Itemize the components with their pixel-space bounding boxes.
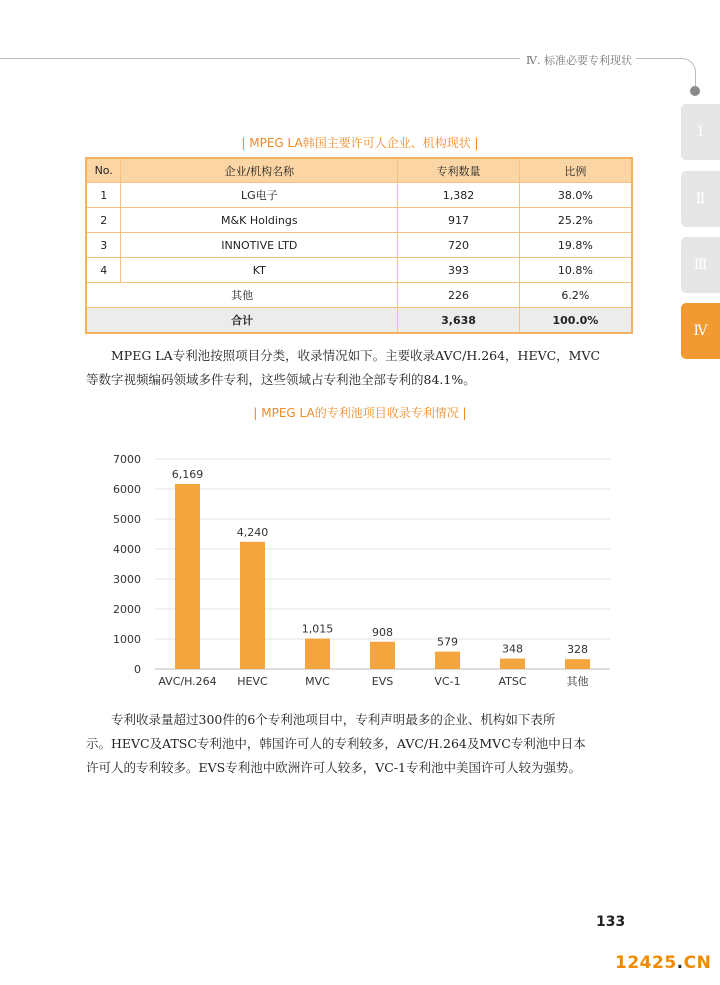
chapter-tab-4[interactable]: Ⅳ <box>681 303 720 359</box>
cell-no: 1 <box>86 183 121 208</box>
chart-caption: | MPEG LA的专利池项目收录专利情况 | <box>253 406 467 420</box>
table-caption: | MPEG LA韩国主要许可人企业、机构现状 | <box>241 136 479 150</box>
cell-total-count: 3,638 <box>398 308 520 334</box>
x-tick-label-6: 其他 <box>566 675 589 688</box>
x-tick-label-5: ATSC <box>498 675 527 688</box>
paragraph-1-line-1: MPEG LA专利池按照项目分类，收录情况如下。主要收录AVC/H.264，HEVC，MVC <box>111 348 601 363</box>
chart-x-axis <box>158 674 588 688</box>
cell-count: 917 <box>398 208 520 233</box>
y-tick-label: 5000 <box>113 513 141 526</box>
paragraph-2 <box>86 708 634 780</box>
running-header: Ⅳ. 标准必要专利现状 <box>526 54 632 67</box>
page-number: 133 <box>596 914 626 930</box>
watermark-dot: . <box>676 953 684 973</box>
cell-total-label: 合计 <box>86 308 398 334</box>
cell-no: 2 <box>86 208 121 233</box>
value-label-1: 4,240 <box>236 525 269 539</box>
chapter-tab-1[interactable]: Ⅰ <box>681 104 720 160</box>
x-tick-label-2: MVC <box>305 675 330 688</box>
table-row-total <box>86 308 632 334</box>
paragraph-2-line-3: 许可人的专利较多。EVS专利池中欧洲许可人较多，VC-1专利池中美国许可人较为强势。 <box>86 760 581 775</box>
cell-other-label: 其他 <box>86 283 398 308</box>
y-tick-label: 1000 <box>113 633 141 646</box>
cell-ratio: 6.2% <box>519 283 632 308</box>
cell-ratio: 10.8% <box>519 258 632 283</box>
value-label-3: 908 <box>372 625 393 639</box>
x-tick-label-3: EVS <box>371 675 394 688</box>
value-label-4: 579 <box>437 635 458 649</box>
cell-count: 1,382 <box>398 183 520 208</box>
cell-name: LG电子 <box>121 183 398 208</box>
watermark-logo <box>615 953 711 973</box>
bar-2 <box>305 639 330 669</box>
y-tick-label: 3000 <box>113 573 141 586</box>
y-tick-label: 2000 <box>113 603 141 616</box>
cell-count: 393 <box>398 258 520 283</box>
x-tick-label-0: AVC/H.264 <box>158 675 217 688</box>
cell-ratio: 25.2% <box>519 208 632 233</box>
watermark-suffix: CN <box>683 953 712 973</box>
y-tick-label: 6000 <box>113 483 141 496</box>
header-corner-line <box>636 58 696 88</box>
bar-0 <box>175 484 200 669</box>
table-row <box>86 258 632 283</box>
cell-name: KT <box>121 258 398 283</box>
y-tick-label: 7000 <box>113 453 141 466</box>
cell-name: INNOTIVE LTD <box>121 233 398 258</box>
chart-bars <box>175 484 590 669</box>
chart-value-labels <box>172 468 588 656</box>
paragraph-1-line-2: 等数字视频编码领域多件专利，这些领域占专利池全部专利的84.1%。 <box>86 372 476 387</box>
bar-4 <box>435 652 460 669</box>
table-row <box>86 208 632 233</box>
bar-3 <box>370 642 395 669</box>
header-rule <box>0 58 520 59</box>
cell-name: M&K Holdings <box>121 208 398 233</box>
bar-5 <box>500 659 525 669</box>
header-dot <box>690 86 700 96</box>
cell-count: 226 <box>398 283 520 308</box>
chapter-tab-2[interactable]: Ⅱ <box>681 171 720 227</box>
chapter-tab-3[interactable]: Ⅲ <box>681 237 720 293</box>
table-header-row <box>86 158 632 183</box>
table-row <box>86 183 632 208</box>
table-row-other <box>86 283 632 308</box>
paragraph-2-line-1: 专利收录量超过300件的6个专利池项目中，专利声明最多的企业、机构如下表所 <box>111 712 556 727</box>
cell-count: 720 <box>398 233 520 258</box>
cell-ratio: 38.0% <box>519 183 632 208</box>
col-header-count: 专利数量 <box>398 158 520 183</box>
cell-no: 3 <box>86 233 121 258</box>
x-tick-label-1: HEVC <box>237 675 268 688</box>
value-label-0: 6,169 <box>171 467 204 481</box>
x-tick-label-4: VC-1 <box>434 675 461 688</box>
col-header-name: 企业/机构名称 <box>121 158 398 183</box>
col-header-no: No. <box>86 158 121 183</box>
value-label-6: 328 <box>567 643 588 657</box>
watermark-main: 12425 <box>615 953 677 973</box>
cell-no: 4 <box>86 258 121 283</box>
licensor-table <box>85 157 633 334</box>
paragraph-1 <box>86 344 634 392</box>
table-row <box>86 233 632 258</box>
bar-6 <box>565 659 590 669</box>
cell-total-ratio: 100.0% <box>519 308 632 334</box>
cell-ratio: 19.8% <box>519 233 632 258</box>
chart-y-axis <box>113 453 141 676</box>
bar-1 <box>240 542 265 669</box>
value-label-2: 1,015 <box>301 622 334 636</box>
patent-pool-bar-chart <box>95 445 625 695</box>
col-header-ratio: 比例 <box>519 158 632 183</box>
y-tick-label: 0 <box>134 663 141 676</box>
paragraph-2-line-2: 示。HEVC及ATSC专利池中，韩国许可人的专利较多，AVC/H.264及MVC专利池中日本 <box>86 736 586 751</box>
value-label-5: 348 <box>502 642 523 656</box>
y-tick-label: 4000 <box>113 543 141 556</box>
